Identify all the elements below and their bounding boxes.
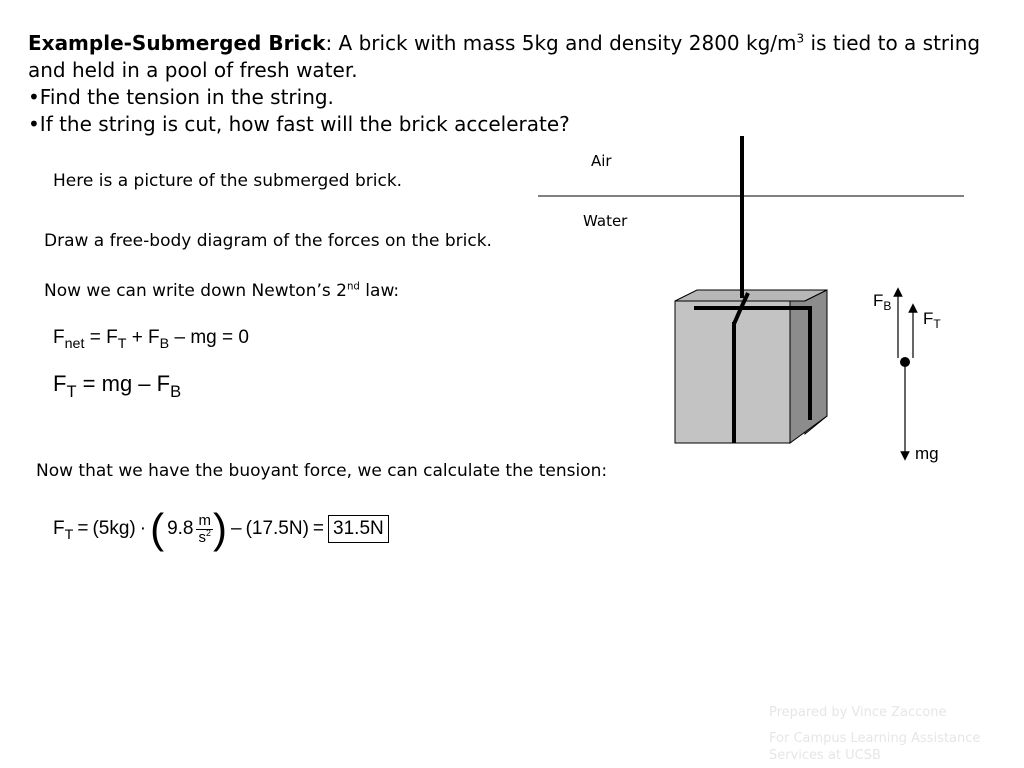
- eq1-B: B: [159, 335, 170, 352]
- problem-text-end: is tied to a string and held in a pool of fresh water.: [28, 31, 981, 82]
- eq3-paren-group: ( 9.8 m $s^2$ ): [150, 505, 227, 552]
- eq3-g: 9.8: [167, 518, 194, 539]
- newton-text-main: Now we can write down Newton’s 2: [44, 281, 347, 301]
- eq3-eq2: =: [312, 518, 325, 539]
- eq3-minus: –: [230, 518, 242, 539]
- buoyant-text: Now that we have the buoyant force, we can calculate the tension:: [36, 461, 608, 481]
- eq1-rest: = F: [89, 327, 118, 348]
- eq1-F: F: [53, 327, 65, 348]
- problem-title: Example-Submerged Brick: [28, 31, 326, 55]
- eq3-result-box: 31.5N: [328, 515, 389, 543]
- fb-label: $F_B$: [873, 291, 892, 314]
- eq3-frac-bottom: $s^2$: [198, 527, 211, 546]
- air-label: Air: [591, 152, 612, 170]
- footer-credit: Prepared by Vince Zaccone: [769, 705, 947, 720]
- eq3-frac-top: m: [198, 511, 211, 529]
- eq3-mass: (5kg): [92, 518, 136, 539]
- problem-text: : A brick with mass 5kg and density 2800 kg/m: [325, 31, 797, 55]
- eq1-end: – mg = 0: [174, 327, 249, 348]
- eq3-F: $F_T$: [53, 518, 74, 543]
- footer-org-line2: Services at UCSB: [769, 748, 881, 763]
- mg-label: mg: [915, 444, 939, 463]
- newton-text: [44, 281, 399, 301]
- eq2-B: B: [170, 382, 182, 401]
- brick-top-face: [675, 290, 827, 301]
- problem-statement: [28, 30, 988, 84]
- bullet-acceleration: •If the string is cut, how fast will the brick accelerate?: [28, 112, 570, 136]
- eq3-fraction: [196, 513, 213, 546]
- eq1-T: T: [117, 335, 127, 352]
- eq3-buoyant: (17.5N): [245, 518, 309, 539]
- bullet-tension: •Find the tension in the string.: [28, 85, 334, 109]
- eq2-mid: = mg – F: [82, 371, 171, 396]
- eq2-F: F: [53, 371, 67, 396]
- eq3-dot: ·: [139, 518, 147, 539]
- ft-label: $F_T$: [923, 309, 941, 332]
- brick-point: [900, 357, 910, 367]
- footer-org-line1: For Campus Learning Assistance: [769, 731, 981, 746]
- newton-text-end: law:: [359, 281, 400, 301]
- eq2-T: T: [66, 382, 77, 401]
- fbd-text: Draw a free-body diagram of the forces on the brick.: [44, 231, 492, 251]
- eq3-eq: =: [77, 518, 89, 539]
- water-label: Water: [583, 212, 628, 230]
- equation-tension: [53, 371, 182, 401]
- eq1-net: net: [64, 335, 85, 352]
- equation-tension-result: [53, 505, 389, 552]
- picture-text: Here is a picture of the submerged brick.: [53, 171, 403, 191]
- eq1-plus: + F: [131, 327, 160, 348]
- problem-text-sup: 3: [796, 31, 805, 46]
- newton-text-sup: nd: [346, 281, 360, 293]
- equation-net-force: [53, 327, 249, 352]
